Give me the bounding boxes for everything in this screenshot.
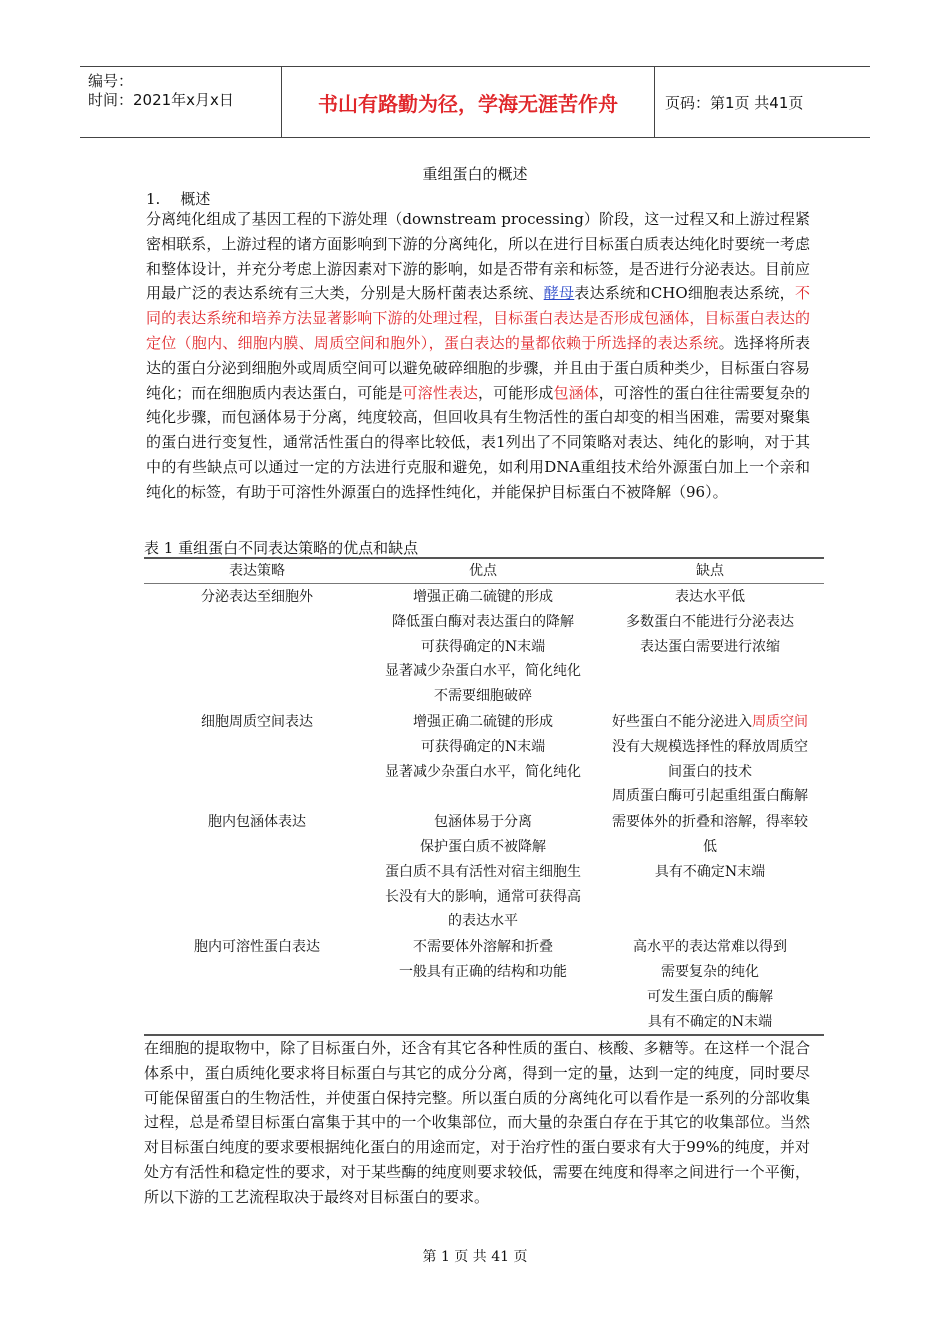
column-header: 缺点 — [696, 563, 724, 579]
header-meta — [80, 67, 282, 137]
highlight-red: 可溶性表达 — [402, 383, 479, 402]
con-item: 没有大规模选择性的释放周质空 — [612, 738, 808, 755]
pro-item: 显著减少杂蛋白水平，简化纯化 — [385, 763, 581, 780]
highlight-red: 周质空间 — [752, 713, 808, 730]
table-row — [144, 809, 824, 934]
con-item: 需要复杂的纯化 — [661, 963, 759, 980]
con-item: 可发生蛋白质的酶解 — [647, 988, 773, 1005]
highlight-red: 包涵体 — [553, 383, 599, 402]
strategy-cell: 胞内包涵体表达 — [208, 814, 306, 831]
cons-cell — [596, 585, 824, 709]
con-item: 低 — [703, 838, 717, 855]
pro-item: 增强正确二硫键的形成 — [413, 713, 553, 730]
pro-item: 显著减少杂蛋白水平，简化纯化 — [385, 663, 581, 680]
yeast-link[interactable]: 酵母 — [543, 284, 575, 303]
header-page-info: 页码：第1页 共41页 — [665, 93, 804, 112]
date-label: 时间：2021年x月x日 — [88, 91, 234, 109]
pros-cell — [370, 710, 596, 809]
section-title: 概述 — [180, 190, 211, 208]
pro-item: 的表达水平 — [448, 913, 518, 930]
table-row — [144, 584, 824, 709]
con-item: 表达蛋白需要进行浓缩 — [640, 638, 780, 655]
table-row — [144, 934, 824, 1034]
strategy-table — [144, 557, 824, 1036]
con-item: 需要体外的折叠和溶解，得率较 — [612, 814, 808, 831]
number-label: 编号： — [88, 72, 134, 90]
strategy-cell: 胞内可溶性蛋白表达 — [194, 939, 320, 956]
section-number: 1. — [146, 190, 161, 208]
pro-item: 长没有大的影响，通常可获得高 — [385, 888, 581, 905]
table-row — [144, 709, 824, 809]
pro-item: 增强正确二硫键的形成 — [413, 589, 553, 605]
column-header: 优点 — [469, 563, 497, 579]
para-text: 。选择将所表达的蛋白分泌到细胞外或周质空间可以避免破碎细胞的步骤，并且由于蛋白质种类少，目标蛋白容易纯化；而在细胞质内表达蛋白，可能是 — [146, 333, 810, 402]
header-motto: 书山有路勤为径，学海无涯苦作舟 — [282, 67, 655, 137]
para-text: ，可溶性的蛋白往往需要复杂的纯化步骤，而包涵体易于分离，纯度较高，但回收具有生物活性的蛋白却变的相当困难，需要对聚集的蛋白进行变复性，通常活性蛋白的得率比较低，表1列出了不同策略对表达、纯化的影响，对于其中的有些缺点可以通过一定的方法进行克服和避免，如利用DNA重组技术给外源蛋白加上一个亲和纯化的标签，有助于可溶性外源蛋白的选择性纯化，并能保护目标蛋白不被降解（96）。 — [146, 383, 810, 501]
strategy-cell: 细胞周质空间表达 — [201, 713, 313, 730]
con-item: 具有不确定N末端 — [654, 863, 766, 880]
strategy-cell: 分泌表达至细胞外 — [201, 589, 313, 605]
pro-item: 保护蛋白质不被降解 — [420, 838, 546, 855]
pros-cell — [370, 810, 596, 934]
para-text: 分离纯化组成了基因工程的下游处理（downstream processing）阶段，这一过程又和上游过程紧密相联系，上游过程的诸方面影响到下游的分离纯化，所以在进行目标蛋白质表达纯化时要统一考虑和整体设计，并充分考虑上游因素对下游的影响，如是否带有亲和标签，是否进行分泌表达。目前应用最广泛的表达系统有三大类，分别是大肠杆菌表达系统、 — [146, 210, 810, 303]
pro-item: 一般具有正确的结构和功能 — [399, 963, 567, 980]
para-text: ，可能形成 — [478, 383, 554, 402]
para-text: 表达系统和CHO细胞表达系统， — [574, 284, 795, 303]
pros-cell — [370, 935, 596, 1034]
cons-cell — [596, 710, 824, 809]
doc-title: 重组蛋白的概述 — [422, 165, 528, 183]
con-item: 高水平的表达常难以得到 — [633, 939, 787, 956]
con-item — [596, 710, 824, 735]
con-item: 具有不确定的N末端 — [647, 1013, 773, 1030]
table-caption: 表 1 重组蛋白不同表达策略的优点和缺点 — [144, 539, 419, 557]
pro-item: 不需要体外溶解和折叠 — [413, 939, 553, 956]
table-header-row — [144, 559, 824, 584]
cons-cell — [596, 810, 824, 934]
page-header — [80, 66, 870, 138]
pro-item: 不需要细胞破碎 — [434, 688, 532, 705]
con-item: 周质蛋白酶可引起重组蛋白酶解 — [612, 788, 808, 805]
con-item: 间蛋白的技术 — [668, 763, 752, 780]
body-paragraph: 在细胞的提取物中，除了目标蛋白外，还含有其它各种性质的蛋白、核酸、多糖等。在这样一个混合体系中，蛋白质纯化要求将目标蛋白与其它的成分分离，得到一定的量，达到一定的纯度，同时要尽可能保留蛋白的生物活性，并使蛋白保持完整。所以蛋白质的分离纯化可以看作是一系列的分部收集过程，总是希望目标蛋白富集于其中的一个收集部位，而大量的杂蛋白存在于其它的收集部位。当然对目标蛋白纯度的要求要根据纯化蛋白的用途而定，对于治疗性的蛋白要求有大于99%的纯度，并对处方有活性和稳定性的要求，对于某些酶的纯度则要求较低，需要在纯度和得率之间进行一个平衡，所以下游的工艺流程取决于最终对目标蛋白的要求。 — [144, 1039, 810, 1206]
section-heading — [146, 188, 210, 209]
con-text: 好些蛋白不能分泌进入 — [612, 713, 752, 730]
highlight-red: 不同的表达系统和培养方法显著影响下游的处理过程，目标蛋白表达是否形成包涵体，目标蛋白表达的定位（胞内、细胞内膜、周质空间和胞外），蛋白表达的量都依赖于所选择的表达系统 — [146, 284, 810, 352]
pro-item: 包涵体易于分离 — [434, 814, 532, 831]
cons-cell — [596, 935, 824, 1034]
pro-item: 可获得确定的N末端 — [420, 638, 546, 655]
con-item: 多数蛋白不能进行分泌表达 — [626, 613, 794, 630]
pro-item: 降低蛋白酶对表达蛋白的降解 — [392, 613, 574, 630]
intro-paragraph — [146, 207, 810, 505]
pros-cell — [370, 585, 596, 709]
con-item: 表达水平低 — [675, 589, 745, 605]
page-footer: 第 1 页 共 41 页 — [422, 1249, 528, 1265]
pro-item: 可获得确定的N末端 — [420, 738, 546, 755]
column-header: 表达策略 — [229, 563, 285, 579]
pro-item: 蛋白质不具有活性对宿主细胞生 — [385, 863, 581, 880]
